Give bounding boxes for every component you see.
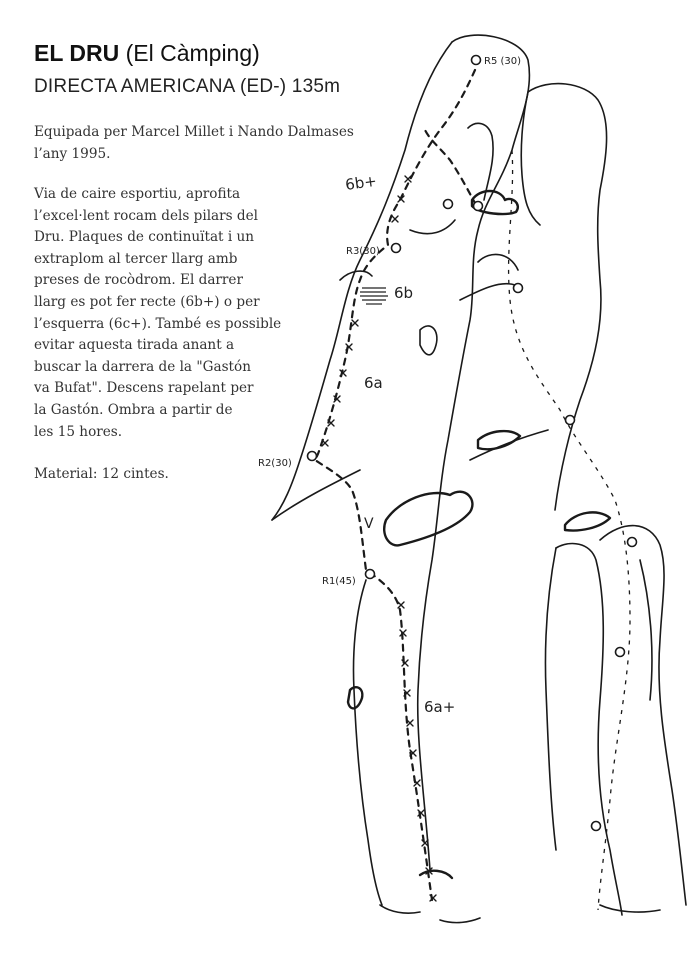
text-line: l’esquerra (6c+). També es possible [34,315,282,332]
text-line: extraplom al tercer llarg amb [34,250,238,267]
belay-ring [444,200,453,209]
route-description [34,184,281,443]
equipment-note [34,122,354,165]
right-lower-pillar [556,544,622,915]
bush [565,512,610,530]
grade-label-roof: 6b [394,284,414,302]
route-line [315,70,475,900]
belay-ring [366,570,375,579]
route-subtitle: DIRECTA AMERICANA (ED-) 135m [34,76,341,97]
bush [420,871,452,878]
belay-ring [392,244,401,253]
grade-label-top: 6b+ [344,171,378,194]
belay-ring [472,56,481,65]
route-variant [425,130,476,205]
label-r5: R5 (30) [484,56,522,67]
belay-stations [308,56,637,831]
text-line: evitar aquesta tirada anant a [34,337,235,354]
text-line: Via de caire esportiu, aprofita [34,186,241,202]
label-r1: R1(45) [322,576,356,587]
bush [478,431,520,449]
roof-hatch [360,288,388,304]
text-line: llarg es pot fer recte (6b+) o per [34,293,260,310]
text-line: va Bufat". Descens rapelant per [34,380,254,397]
belay-ring [616,648,625,657]
grade-label-pitch1: 6a+ [424,698,456,716]
page-title [34,40,260,67]
label-r3: R3(30) [346,246,380,257]
text-line: les 15 hores. [34,423,123,440]
grade-label-pitch3: 6a [364,374,383,392]
text-line: la Gastón. Ombra a partir de [34,401,233,418]
material-note: Material: 12 cintes. [34,466,169,482]
belay-ring [514,284,523,293]
text-line: l’any 1995. [34,145,111,162]
title-rest: (El Càmping) [125,40,260,66]
label-r2: R2(30) [258,458,292,469]
text-line: Equipada per Marcel Millet i Nando Dalmases [34,124,354,140]
title-bold: EL DRU [34,40,120,66]
belay-ring [628,538,637,547]
lower-buttress-outline [354,580,383,905]
text-line: preses de rocòdrom. El darrer [34,272,243,289]
text-line: buscar la darrera de la "Gastón [34,358,251,375]
belay-ring [308,452,317,461]
right-pillar-outline [528,84,607,510]
belay-ring [474,202,483,211]
belay-ring [592,822,601,831]
belay-ring [566,416,575,425]
bush [384,492,472,546]
text-line: l’excel·lent rocam dels pilars del [34,207,259,224]
main-tower-left-edge [272,42,452,520]
grade-label-pitch2: V [364,516,374,532]
text-line: Dru. Plaques de continuïtat i un [34,229,255,246]
